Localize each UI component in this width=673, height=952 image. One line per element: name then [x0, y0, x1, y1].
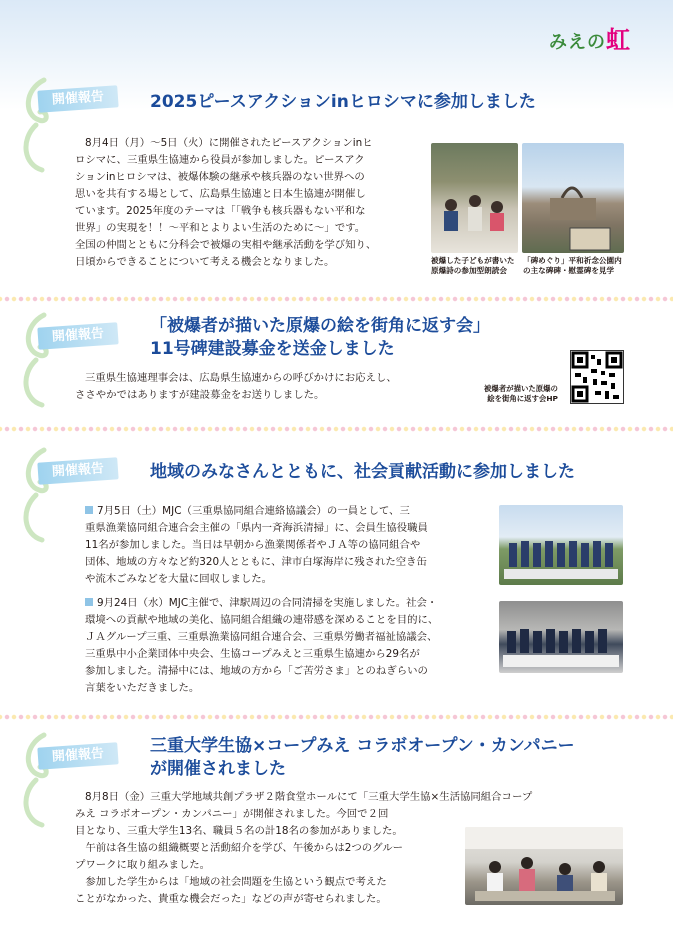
photo-beach-cleanup — [499, 505, 623, 585]
swirl-decoration — [14, 725, 54, 835]
meeting-photo-icon — [465, 827, 623, 905]
qr-code-icon[interactable] — [570, 350, 624, 404]
section3-body-2: 9月24日（水）MJC主催で、津駅周辺の合同清掃を実施しました。社会・ 環境への貢献や地域の美化、協同組合組織の連帯感を深めることを目的に、 ＪＡグループ三重、三重県漁業協同組合連合会、三重県労働者福祉協議会、 三重県中小企業団体中央会、生協コープみえと三重県生協連から29名が 参加しました。清掃中には、地域の方から「ご苦労さま」とのねぎらいの 言葉をいただきました。 — [85, 597, 439, 694]
divider — [0, 295, 673, 303]
dome-icon — [522, 143, 624, 253]
section1-body: 8月4日（月）〜5日（火）に開催されたピースアクションinヒ ロシマに、三重県生協連から役員が参加しました。ピースアク ションinヒロシマは、被爆体験の継承や核兵器のない世界への 思いを共有する場として、広島県生協連と日本生協連が開催し ています。2025年度のテーマは「「戦争も核兵器もない平和な 世界」の実現を！！〜平和とよりよい生活のために〜」です。 全国の仲間とともに分科会で被爆の実相や継承活動を学び知り、 日頃からできることについて考える機会となりました。 — [75, 137, 377, 268]
event-report-badge: 開催報告 — [37, 742, 118, 770]
photo-atomic-dome — [522, 143, 624, 253]
group-photo-icon — [499, 601, 623, 673]
qr-caption: 被爆者が描いた原爆の 絵を街角に返す会HP — [484, 384, 558, 403]
section2-title: 「被爆者が描いた原爆の絵を街角に返す会」 11号碑建設募金を送金しました — [150, 316, 490, 359]
bullet-square-icon — [85, 506, 93, 514]
section3-title: 地域のみなさんとともに、社会貢献活動に参加しました — [150, 462, 575, 482]
event-report-badge: 開催報告 — [37, 457, 118, 485]
group-photo-icon — [499, 505, 623, 585]
photo2-caption: 「碑めぐり」平和祈念公園内 の主な碑碑・慰霊碑を見学 — [523, 256, 622, 275]
photo-station-cleanup — [499, 601, 623, 673]
section4-title: 三重大学生協×コープみえ コラボオープン・カンパニー が開催されました — [150, 736, 575, 779]
people-figure-icon — [431, 143, 518, 253]
section1-title: 2025ピースアクションinヒロシマに参加しました — [150, 92, 536, 112]
bullet-square-icon — [85, 598, 93, 606]
swirl-decoration — [14, 70, 54, 180]
section4-body: 8月8日（金）三重大学地域共創プラザ２階食堂ホールにて「三重大学生協×生活協同組合コープ みえ コラボオープン・カンパニー」が開催されました。今回で２回 目となり、三重大学生13名、職員５名の計18名の参加がありました。 午前は各生協の組織概要と活動紹介を学び、午後からは2つのグルー プワークに取り組みました。 参加した学生からは「地域の社会問題を生協という観点で考えた ことがなかった、貴重な機会だった」などの声が寄せられました。 — [75, 791, 533, 905]
divider — [0, 713, 673, 721]
swirl-decoration — [14, 440, 54, 550]
section3-body-1: 7月5日（土）MJC（三重県協同組合連絡協議会）の一員として、三 重県漁業協同組合連合会主催の「県内一斉海浜清掃」に、会員生協役職員 11名が参加しました。当日は早朝から漁業関係者やＪＡ等の協同組合や 団体、地域の方々など約320人とともに、津市白塚海岸に残された空き缶 や流木ごみなどを大量に回収しました。 — [85, 505, 428, 585]
section2-body: 三重県生協連理事会は、広島県生協連からの呼びかけにお応えし、 ささやかではありますが建設募金をお送りしました。 — [75, 372, 397, 401]
event-report-badge: 開催報告 — [37, 85, 118, 113]
divider — [0, 425, 673, 433]
photo1-caption: 被爆した子どもが書いた 原爆詩の参加型朗読会 — [431, 256, 515, 275]
swirl-decoration — [14, 305, 54, 415]
photo-group-work — [465, 827, 623, 905]
photo-reading-session — [431, 143, 518, 253]
event-report-badge: 開催報告 — [37, 322, 118, 350]
logo: みえの虹 — [549, 26, 631, 54]
